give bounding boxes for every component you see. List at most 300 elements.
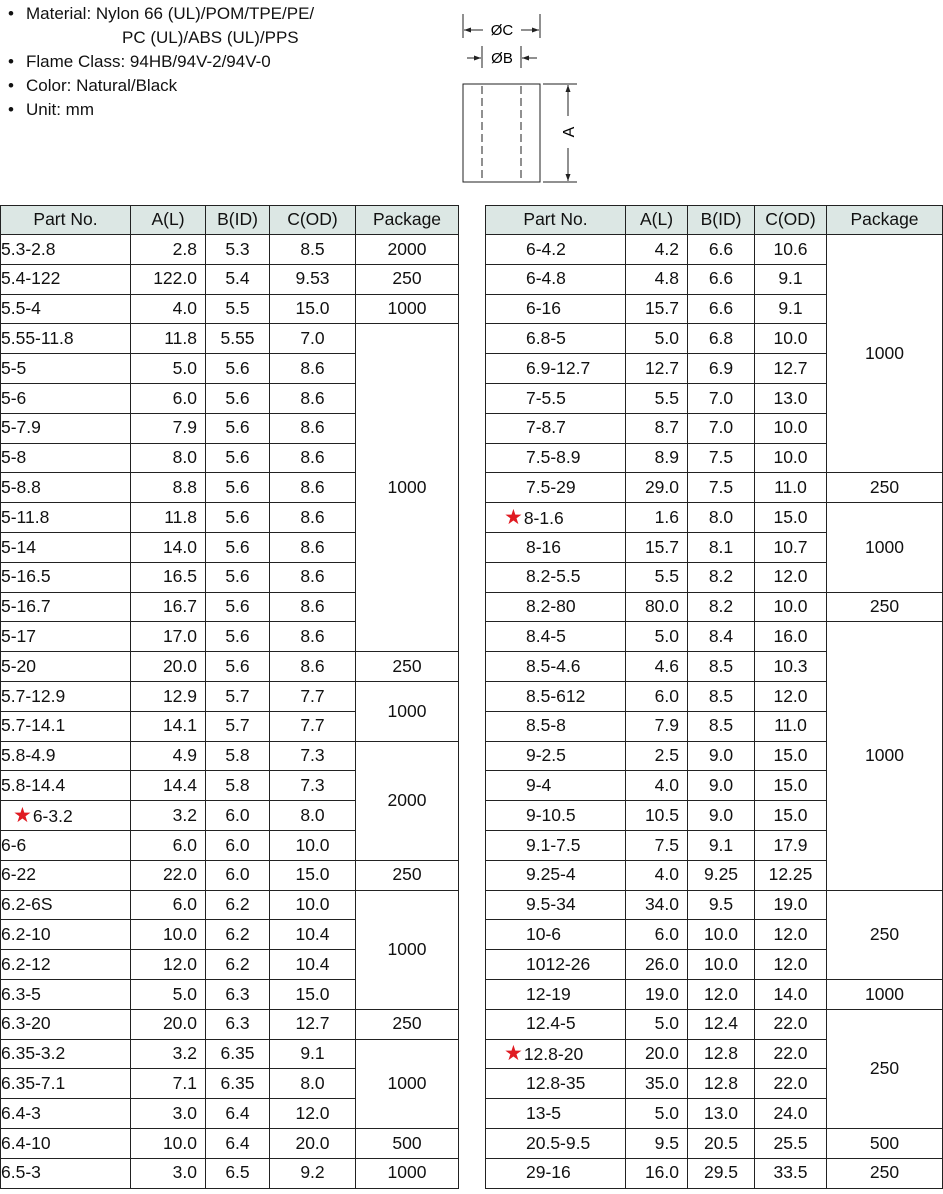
c-outer-diameter-cell: 17.9: [755, 830, 827, 860]
package-cell: 1000: [827, 622, 943, 890]
package-cell: 250: [356, 1009, 459, 1039]
package-cell: 1000: [827, 979, 943, 1009]
part-number: 12.8-35: [526, 1072, 586, 1093]
c-outer-diameter-cell: 33.5: [755, 1158, 827, 1188]
header-part-no: Part No.: [486, 206, 626, 235]
a-length-cell: 16.7: [131, 592, 206, 622]
c-outer-diameter-cell: 8.6: [270, 652, 356, 682]
package-cell: 1000: [356, 294, 459, 324]
b-inner-diameter-cell: 7.5: [688, 443, 755, 473]
part-number-cell: [1, 383, 131, 413]
part-number: 5.8-4.9: [1, 745, 56, 766]
table-row: [1, 1158, 459, 1188]
part-number-cell: [486, 383, 626, 413]
b-inner-diameter-cell: 5.7: [206, 681, 270, 711]
b-inner-diameter-cell: 5.6: [206, 562, 270, 592]
part-number-cell: [1, 711, 131, 741]
part-number: 6-22: [1, 864, 37, 885]
b-inner-diameter-cell: 8.1: [688, 532, 755, 562]
package-cell: 1000: [356, 1158, 459, 1188]
spec-item: [8, 26, 314, 50]
c-outer-diameter-cell: 15.0: [755, 801, 827, 831]
part-number-cell: [486, 413, 626, 443]
header-a-length: A(L): [131, 206, 206, 235]
a-length-cell: 5.0: [131, 354, 206, 384]
a-length-cell: 4.6: [626, 652, 688, 682]
a-length-cell: 4.2: [626, 235, 688, 265]
header-part-no: Part No.: [1, 206, 131, 235]
part-number: 5-8: [1, 447, 27, 468]
part-number-cell: [486, 950, 626, 980]
c-outer-diameter-cell: 10.0: [270, 830, 356, 860]
a-length-cell: 5.5: [626, 383, 688, 413]
table-header-row: [1, 206, 459, 235]
part-number: 8-16: [526, 536, 562, 557]
part-number-cell: [486, 801, 626, 831]
part-number-cell: [486, 1039, 626, 1069]
part-number-cell: [486, 324, 626, 354]
bullet: •: [8, 100, 14, 119]
package-cell: 250: [827, 890, 943, 979]
b-inner-diameter-cell: 7.5: [688, 473, 755, 503]
part-number-cell: [486, 592, 626, 622]
package-cell: 2000: [356, 235, 459, 265]
part-number-cell: [486, 235, 626, 265]
a-length-cell: 17.0: [131, 622, 206, 652]
b-inner-diameter-cell: 8.2: [688, 592, 755, 622]
b-inner-diameter-cell: 6.5: [206, 1158, 270, 1188]
package-cell: 1000: [356, 324, 459, 652]
part-number-cell: [486, 1099, 626, 1129]
spec-item: [8, 98, 314, 122]
spec-text: Unit: mm: [26, 100, 94, 119]
b-inner-diameter-cell: 9.0: [688, 741, 755, 771]
a-length-cell: 4.9: [131, 741, 206, 771]
b-inner-diameter-cell: 6.2: [206, 890, 270, 920]
b-inner-diameter-cell: 6.4: [206, 1099, 270, 1129]
part-number-cell: [1, 294, 131, 324]
part-number: 5.7-12.9: [1, 685, 66, 706]
part-number: 6-6: [1, 834, 27, 855]
package-cell: 1000: [356, 1039, 459, 1128]
spec-text: PC (UL)/ABS (UL)/PPS: [122, 28, 299, 47]
header-package: Package: [827, 206, 943, 235]
part-number: 5-20: [1, 655, 37, 676]
c-outer-diameter-cell: 8.6: [270, 562, 356, 592]
header-a-length: A(L): [626, 206, 688, 235]
package-cell: 250: [827, 1158, 943, 1188]
a-length-cell: 10.0: [131, 920, 206, 950]
part-number: 6-4.8: [526, 268, 566, 289]
c-outer-diameter-cell: 10.6: [755, 235, 827, 265]
c-outer-diameter-cell: 8.6: [270, 532, 356, 562]
a-length-cell: 2.5: [626, 741, 688, 771]
part-number: 5-8.8: [1, 477, 41, 498]
b-inner-diameter-cell: 6.6: [688, 235, 755, 265]
b-inner-diameter-cell: 7.0: [688, 413, 755, 443]
a-length-cell: 5.0: [131, 979, 206, 1009]
table-row: [1, 1128, 459, 1158]
part-number-cell: [486, 264, 626, 294]
spec-item: [8, 74, 314, 98]
c-outer-diameter-cell: 11.0: [755, 473, 827, 503]
b-inner-diameter-cell: 8.4: [688, 622, 755, 652]
part-number-cell: [1, 830, 131, 860]
a-length-cell: 6.0: [131, 383, 206, 413]
part-number: 6.9-12.7: [526, 357, 591, 378]
package-cell: 250: [356, 264, 459, 294]
a-length-cell: 12.9: [131, 681, 206, 711]
part-number-cell: [1, 443, 131, 473]
c-outer-diameter-cell: 8.6: [270, 413, 356, 443]
table-row: [486, 890, 943, 920]
bullet: •: [8, 4, 14, 23]
a-length-cell: 5.0: [626, 622, 688, 652]
a-length-cell: 9.5: [626, 1128, 688, 1158]
star-icon: ★: [13, 804, 32, 828]
c-outer-diameter-cell: 7.3: [270, 771, 356, 801]
b-inner-diameter-cell: 6.35: [206, 1039, 270, 1069]
a-length-cell: 2.8: [131, 235, 206, 265]
c-outer-diameter-cell: 9.53: [270, 264, 356, 294]
part-number-cell: [486, 294, 626, 324]
c-outer-diameter-cell: 22.0: [755, 1069, 827, 1099]
bushing-dimension-drawing: [455, 12, 595, 187]
part-number: 9.1-7.5: [526, 834, 581, 855]
b-inner-diameter-cell: 6.4: [206, 1128, 270, 1158]
a-length-cell: 7.9: [131, 413, 206, 443]
part-number: 7-8.7: [526, 417, 566, 438]
b-inner-diameter-cell: 12.0: [688, 979, 755, 1009]
c-outer-diameter-cell: 8.6: [270, 622, 356, 652]
spec-item: [8, 50, 314, 74]
a-length-cell: 8.0: [131, 443, 206, 473]
a-length-cell: 15.7: [626, 532, 688, 562]
part-number: 7-5.5: [526, 387, 566, 408]
b-inner-diameter-cell: 6.0: [206, 860, 270, 890]
part-number: 20.5-9.5: [526, 1132, 591, 1153]
a-length-cell: 6.0: [131, 890, 206, 920]
b-inner-diameter-cell: 12.4: [688, 1009, 755, 1039]
part-number: 9-10.5: [526, 804, 576, 825]
a-length-cell: 8.8: [131, 473, 206, 503]
b-inner-diameter-cell: 5.6: [206, 592, 270, 622]
part-number: 8.2-5.5: [526, 566, 581, 587]
package-cell: 1000: [827, 235, 943, 473]
parts-table-left: [0, 205, 459, 1189]
dimension-label-a: A: [561, 126, 578, 138]
part-number: 8.5-8: [526, 715, 566, 736]
c-outer-diameter-cell: 15.0: [755, 741, 827, 771]
b-inner-diameter-cell: 5.8: [206, 771, 270, 801]
part-number: 5-14: [1, 536, 37, 557]
b-inner-diameter-cell: 6.6: [688, 294, 755, 324]
c-outer-diameter-cell: 10.0: [755, 443, 827, 473]
a-length-cell: 10.5: [626, 801, 688, 831]
c-outer-diameter-cell: 10.4: [270, 920, 356, 950]
part-number-cell: [486, 1158, 626, 1188]
table-row: [1, 741, 459, 771]
dimension-label-c: ØC: [490, 22, 514, 39]
part-number-cell: [1, 1009, 131, 1039]
part-number-cell: [1, 979, 131, 1009]
part-number: 12.8-20: [523, 1044, 584, 1065]
b-inner-diameter-cell: 5.6: [206, 443, 270, 473]
b-inner-diameter-cell: 5.6: [206, 354, 270, 384]
b-inner-diameter-cell: 6.35: [206, 1069, 270, 1099]
part-number: 6.2-12: [1, 953, 51, 974]
a-length-cell: 29.0: [626, 473, 688, 503]
part-number-cell: [486, 562, 626, 592]
part-number-cell: [1, 1158, 131, 1188]
table-row: [1, 890, 459, 920]
b-inner-diameter-cell: 6.8: [688, 324, 755, 354]
b-inner-diameter-cell: 12.8: [688, 1039, 755, 1069]
part-number-cell: [486, 830, 626, 860]
c-outer-diameter-cell: 16.0: [755, 622, 827, 652]
parts-table-right: [485, 205, 943, 1189]
a-length-cell: 14.1: [131, 711, 206, 741]
c-outer-diameter-cell: 10.0: [270, 890, 356, 920]
c-outer-diameter-cell: 9.1: [755, 264, 827, 294]
c-outer-diameter-cell: 8.0: [270, 1069, 356, 1099]
c-outer-diameter-cell: 24.0: [755, 1099, 827, 1129]
package-cell: 250: [827, 592, 943, 622]
header-package: Package: [356, 206, 459, 235]
b-inner-diameter-cell: 6.2: [206, 920, 270, 950]
a-length-cell: 3.0: [131, 1158, 206, 1188]
table-row: [486, 1009, 943, 1039]
spec-text: Material: Nylon 66 (UL)/POM/TPE/PE/: [26, 4, 315, 23]
header-b-inner-diameter: B(ID): [688, 206, 755, 235]
part-number-cell: [486, 771, 626, 801]
package-cell: 500: [356, 1128, 459, 1158]
c-outer-diameter-cell: 10.0: [755, 592, 827, 622]
a-length-cell: 8.7: [626, 413, 688, 443]
package-cell: 500: [827, 1128, 943, 1158]
table-header-row: [486, 206, 943, 235]
b-inner-diameter-cell: 9.0: [688, 771, 755, 801]
part-number-cell: [1, 681, 131, 711]
a-length-cell: 7.9: [626, 711, 688, 741]
c-outer-diameter-cell: 8.6: [270, 503, 356, 533]
c-outer-diameter-cell: 12.25: [755, 860, 827, 890]
a-length-cell: 19.0: [626, 979, 688, 1009]
part-number: 6-4.2: [526, 238, 566, 259]
part-number-cell: [1, 801, 131, 831]
c-outer-diameter-cell: 14.0: [755, 979, 827, 1009]
part-number-cell: [1, 950, 131, 980]
c-outer-diameter-cell: 12.0: [755, 920, 827, 950]
package-cell: 1000: [356, 681, 459, 741]
b-inner-diameter-cell: 8.5: [688, 652, 755, 682]
a-length-cell: 11.8: [131, 503, 206, 533]
part-number-cell: [1, 771, 131, 801]
c-outer-diameter-cell: 12.0: [755, 950, 827, 980]
part-number-cell: [1, 1128, 131, 1158]
bullet: •: [8, 52, 14, 71]
star-icon: ★: [504, 506, 523, 530]
c-outer-diameter-cell: 22.0: [755, 1009, 827, 1039]
part-number: 6.35-7.1: [1, 1072, 66, 1093]
b-inner-diameter-cell: 7.0: [688, 383, 755, 413]
c-outer-diameter-cell: 9.1: [755, 294, 827, 324]
bullet: •: [8, 76, 14, 95]
a-length-cell: 5.5: [626, 562, 688, 592]
b-inner-diameter-cell: 5.6: [206, 473, 270, 503]
c-outer-diameter-cell: 22.0: [755, 1039, 827, 1069]
table-row: [1, 324, 459, 354]
a-length-cell: 35.0: [626, 1069, 688, 1099]
b-inner-diameter-cell: 5.7: [206, 711, 270, 741]
c-outer-diameter-cell: 10.0: [755, 413, 827, 443]
part-number-cell: [1, 413, 131, 443]
c-outer-diameter-cell: 20.0: [270, 1128, 356, 1158]
part-number-cell: [1, 354, 131, 384]
a-length-cell: 8.9: [626, 443, 688, 473]
table-row: [1, 860, 459, 890]
a-length-cell: 16.5: [131, 562, 206, 592]
a-length-cell: 34.0: [626, 890, 688, 920]
part-number-cell: [486, 711, 626, 741]
dimension-label-b: ØB: [491, 50, 513, 67]
a-length-cell: 12.7: [626, 354, 688, 384]
b-inner-diameter-cell: 10.0: [688, 950, 755, 980]
a-length-cell: 20.0: [131, 1009, 206, 1039]
part-number-cell: [1, 562, 131, 592]
part-number-cell: [486, 1128, 626, 1158]
c-outer-diameter-cell: 8.0: [270, 801, 356, 831]
a-length-cell: 5.0: [626, 1009, 688, 1039]
part-number: 6.2-10: [1, 923, 51, 944]
a-length-cell: 26.0: [626, 950, 688, 980]
package-cell: 250: [827, 1009, 943, 1128]
part-number: 5-11.8: [1, 506, 50, 527]
a-length-cell: 6.0: [626, 920, 688, 950]
part-number: 9-2.5: [526, 745, 566, 766]
spec-text: Color: Natural/Black: [26, 76, 178, 95]
table-row: [486, 473, 943, 503]
a-length-cell: 122.0: [131, 264, 206, 294]
part-number: 5-16.7: [1, 596, 51, 617]
a-length-cell: 22.0: [131, 860, 206, 890]
part-number: 7.5-29: [526, 477, 576, 498]
part-number: 8.5-612: [526, 685, 586, 706]
c-outer-diameter-cell: 10.3: [755, 652, 827, 682]
b-inner-diameter-cell: 9.25: [688, 860, 755, 890]
part-number-cell: [1, 1099, 131, 1129]
b-inner-diameter-cell: 20.5: [688, 1128, 755, 1158]
c-outer-diameter-cell: 8.6: [270, 592, 356, 622]
b-inner-diameter-cell: 5.55: [206, 324, 270, 354]
c-outer-diameter-cell: 7.0: [270, 324, 356, 354]
part-number-cell: [1, 324, 131, 354]
b-inner-diameter-cell: 5.5: [206, 294, 270, 324]
c-outer-diameter-cell: 15.0: [270, 294, 356, 324]
part-number-cell: [1, 503, 131, 533]
part-number: 13-5: [526, 1102, 562, 1123]
a-length-cell: 3.0: [131, 1099, 206, 1129]
part-number: 5-17: [1, 626, 37, 646]
part-number: 6.5-3: [1, 1162, 41, 1183]
c-outer-diameter-cell: 8.6: [270, 473, 356, 503]
part-number: 6-16: [526, 298, 562, 319]
a-length-cell: 12.0: [131, 950, 206, 980]
c-outer-diameter-cell: 7.7: [270, 711, 356, 741]
a-length-cell: 4.0: [626, 860, 688, 890]
header-c-outer-diameter: C(OD): [270, 206, 356, 235]
a-length-cell: 3.2: [131, 1039, 206, 1069]
b-inner-diameter-cell: 8.5: [688, 681, 755, 711]
table-row: [486, 592, 943, 622]
b-inner-diameter-cell: 5.6: [206, 413, 270, 443]
part-number-cell: [486, 532, 626, 562]
b-inner-diameter-cell: 5.6: [206, 652, 270, 682]
a-length-cell: 5.0: [626, 1099, 688, 1129]
a-length-cell: 7.5: [626, 830, 688, 860]
table-row: [486, 503, 943, 533]
part-number-cell: [486, 860, 626, 890]
a-length-cell: 1.6: [626, 503, 688, 533]
c-outer-diameter-cell: 15.0: [755, 503, 827, 533]
spec-item: [8, 2, 314, 26]
part-number-cell: [1, 890, 131, 920]
table-row: [1, 235, 459, 265]
part-number: 5-6: [1, 387, 27, 408]
part-number: 6.3-20: [1, 1013, 51, 1034]
b-inner-diameter-cell: 5.4: [206, 264, 270, 294]
part-number-cell: [1, 264, 131, 294]
b-inner-diameter-cell: 6.9: [688, 354, 755, 384]
b-inner-diameter-cell: 8.0: [688, 503, 755, 533]
b-inner-diameter-cell: 6.0: [206, 830, 270, 860]
b-inner-diameter-cell: 5.6: [206, 622, 270, 652]
table-row: [1, 294, 459, 324]
part-number-cell: [486, 920, 626, 950]
a-length-cell: 4.8: [626, 264, 688, 294]
part-number-cell: [1, 235, 131, 265]
part-number-cell: [1, 622, 131, 652]
c-outer-diameter-cell: 10.4: [270, 950, 356, 980]
b-inner-diameter-cell: 5.8: [206, 741, 270, 771]
c-outer-diameter-cell: 12.0: [270, 1099, 356, 1129]
part-number: 8.2-80: [526, 596, 576, 617]
a-length-cell: 4.0: [131, 294, 206, 324]
part-number-cell: [486, 473, 626, 503]
c-outer-diameter-cell: 7.7: [270, 681, 356, 711]
c-outer-diameter-cell: 7.3: [270, 741, 356, 771]
b-inner-diameter-cell: 5.6: [206, 532, 270, 562]
part-number-cell: [1, 652, 131, 682]
table-row: [1, 264, 459, 294]
a-length-cell: 4.0: [626, 771, 688, 801]
a-length-cell: 80.0: [626, 592, 688, 622]
part-number-cell: [1, 920, 131, 950]
c-outer-diameter-cell: 25.5: [755, 1128, 827, 1158]
part-number-cell: [486, 1069, 626, 1099]
c-outer-diameter-cell: 11.0: [755, 711, 827, 741]
b-inner-diameter-cell: 6.6: [688, 264, 755, 294]
c-outer-diameter-cell: 13.0: [755, 383, 827, 413]
a-length-cell: 10.0: [131, 1128, 206, 1158]
c-outer-diameter-cell: 8.6: [270, 354, 356, 384]
part-number: 6.8-5: [526, 328, 566, 349]
c-outer-diameter-cell: 12.7: [755, 354, 827, 384]
part-number: 5-7.9: [1, 417, 41, 438]
package-cell: 1000: [356, 890, 459, 1009]
part-number: 7.5-8.9: [526, 447, 581, 468]
c-outer-diameter-cell: 19.0: [755, 890, 827, 920]
